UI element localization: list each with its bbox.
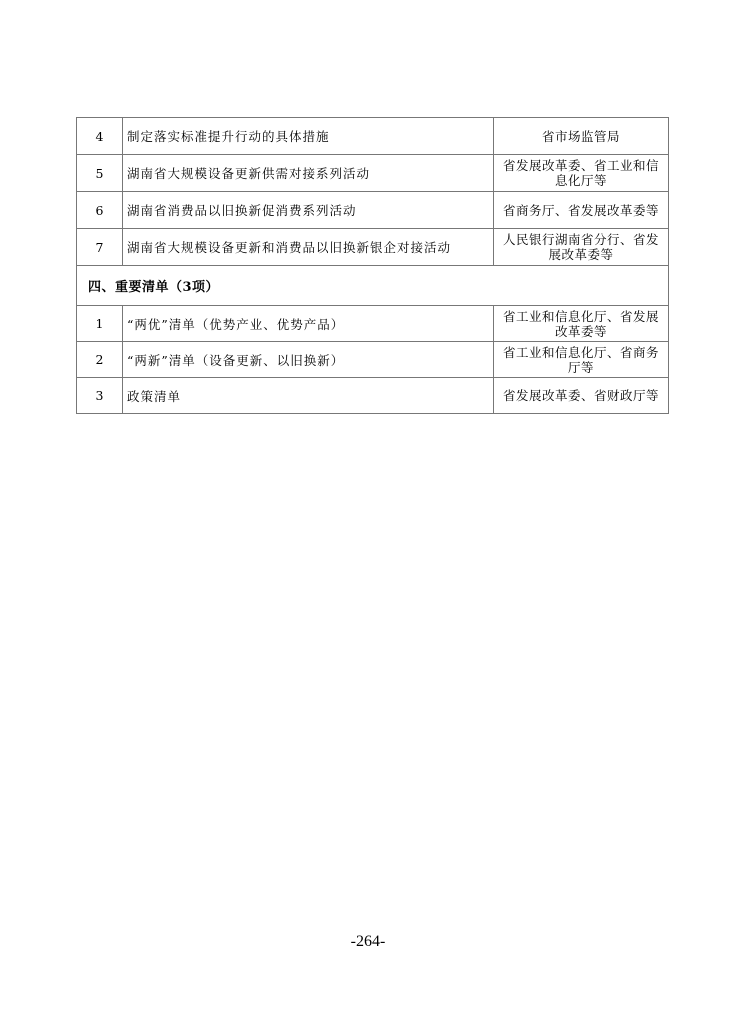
row-number: 4 xyxy=(77,118,123,155)
table-row xyxy=(77,378,669,414)
row-number: 1 xyxy=(77,306,123,342)
row-number: 6 xyxy=(77,192,123,229)
responsible-dept: 省发展改革委、省财政厅等 xyxy=(494,378,669,414)
responsible-dept: 省商务厅、省发展改革委等 xyxy=(494,192,669,229)
table-row xyxy=(77,306,669,342)
item-name: “两新”清单（设备更新、以旧换新） xyxy=(123,342,494,378)
responsible-dept: 人民银行湖南省分行、省发展改革委等 xyxy=(494,229,669,266)
table-row xyxy=(77,192,669,229)
measures-table xyxy=(76,117,669,414)
table-row xyxy=(77,118,669,155)
item-name: 湖南省大规模设备更新和消费品以旧换新银企对接活动 xyxy=(123,229,494,266)
row-number: 5 xyxy=(77,155,123,192)
table-row xyxy=(77,342,669,378)
section-header-row xyxy=(77,266,669,306)
table-row xyxy=(77,155,669,192)
row-number: 2 xyxy=(77,342,123,378)
row-number: 7 xyxy=(77,229,123,266)
table-row xyxy=(77,229,669,266)
responsible-dept: 省工业和信息化厅、省商务厅等 xyxy=(494,342,669,378)
item-name: 政策清单 xyxy=(123,378,494,414)
item-name: 湖南省大规模设备更新供需对接系列活动 xyxy=(123,155,494,192)
row-number: 3 xyxy=(77,378,123,414)
page-number: -264- xyxy=(350,933,386,950)
item-name: 湖南省消费品以旧换新促消费系列活动 xyxy=(123,192,494,229)
responsible-dept: 省市场监管局 xyxy=(494,118,669,155)
responsible-dept: 省工业和信息化厅、省发展改革委等 xyxy=(494,306,669,342)
item-name: 制定落实标准提升行动的具体措施 xyxy=(123,118,494,155)
section-title: 四、重要清单（3项） xyxy=(77,266,669,306)
item-name: “两优”清单（优势产业、优势产品） xyxy=(123,306,494,342)
responsible-dept: 省发展改革委、省工业和信息化厅等 xyxy=(494,155,669,192)
